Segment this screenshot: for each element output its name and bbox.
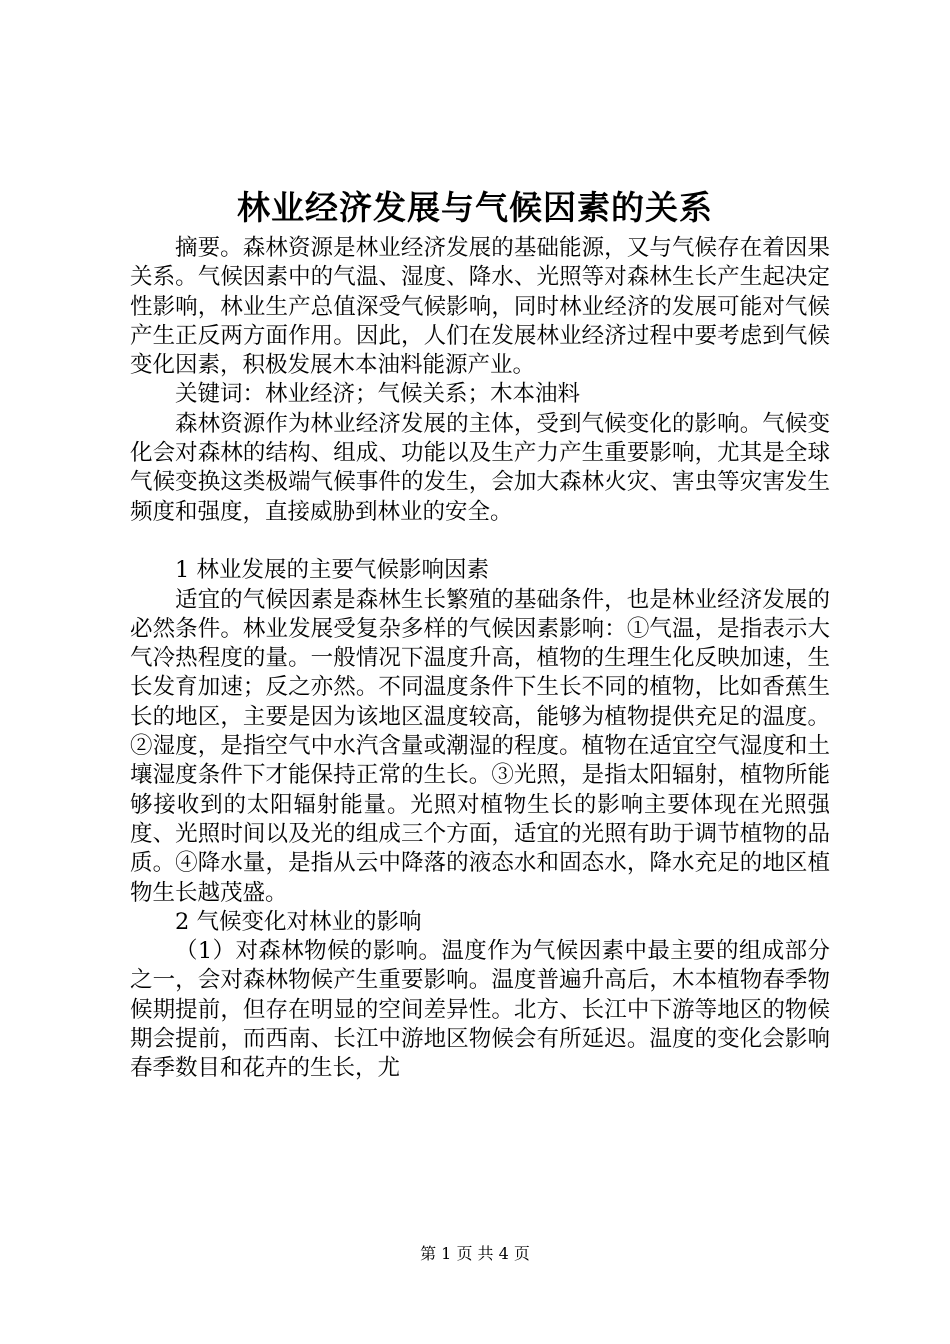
section-1-heading: 1 林业发展的主要气候影响因素 bbox=[175, 557, 489, 584]
section-2-paragraph: （1）对森林物候的影响。温度作为气候因素中最主要的组成部分之一，会对森林物候产生重要影响。温度普遍升高后，木本植物春季物候期提前，但存在明显的空间差异性。北方、长江中下游等地区的物候期会提前，而西南、长江中游地区物候会有所延迟。温度的变化会影响春季数目和花卉的生长，尤 bbox=[130, 938, 830, 1082]
intro-paragraph: 森林资源作为林业经济发展的主体，受到气候变化的影响。气候变化会对森林的结构、组成、功能以及生产力产生重要影响，尤其是全球气候变换这类极端气候事件的发生，会加大森林火灾、害虫等灾害发生频度和强度，直接威胁到林业的安全。 bbox=[130, 410, 830, 525]
page-footer: 第 1 页 共 4 页 bbox=[420, 1244, 530, 1263]
document-title: 林业经济发展与气候因素的关系 bbox=[237, 188, 713, 227]
section-2-heading: 2 气候变化对林业的影响 bbox=[175, 908, 422, 935]
section-1-paragraph: 适宜的气候因素是森林生长繁殖的基础条件，也是林业经济发展的必然条件。林业发展受复杂多样的气候因素影响：①气温，是指表示大气冷热程度的量。一般情况下温度升高，植物的生理生化反映加速，生长发育加速；反之亦然。不同温度条件下生长不同的植物，比如香蕉生长的地区，主要是因为该地区温度较高，能够为植物提供充足的温度。②湿度，是指空气中水汽含量或潮湿的程度。植物在适宜空气湿度和土壤湿度条件下才能保持正常的生长。③光照，是指太阳辐射，植物所能够接收到的太阳辐射能量。光照对植物生长的影响主要体现在光照强度、光照时间以及光的组成三个方面，适宜的光照有助于调节植物的品质。④降水量，是指从云中降落的液态水和固态水，降水充足的地区植物生长越茂盛。 bbox=[130, 586, 830, 906]
abstract-paragraph: 摘要。森林资源是林业经济发展的基础能源，又与气候存在着因果关系。气候因素中的气温、湿度、降水、光照等对森林生长产生起决定性影响，林业生产总值深受气候影响，同时林业经济的发展可能对气候产生正反两方面作用。因此，人们在发展林业经济过程中要考虑到气候变化因素，积极发展木本油料能源产业。 bbox=[130, 235, 830, 379]
keywords-line: 关键词：林业经济；气候关系；木本油料 bbox=[175, 381, 581, 408]
document-body bbox=[130, 234, 830, 1084]
